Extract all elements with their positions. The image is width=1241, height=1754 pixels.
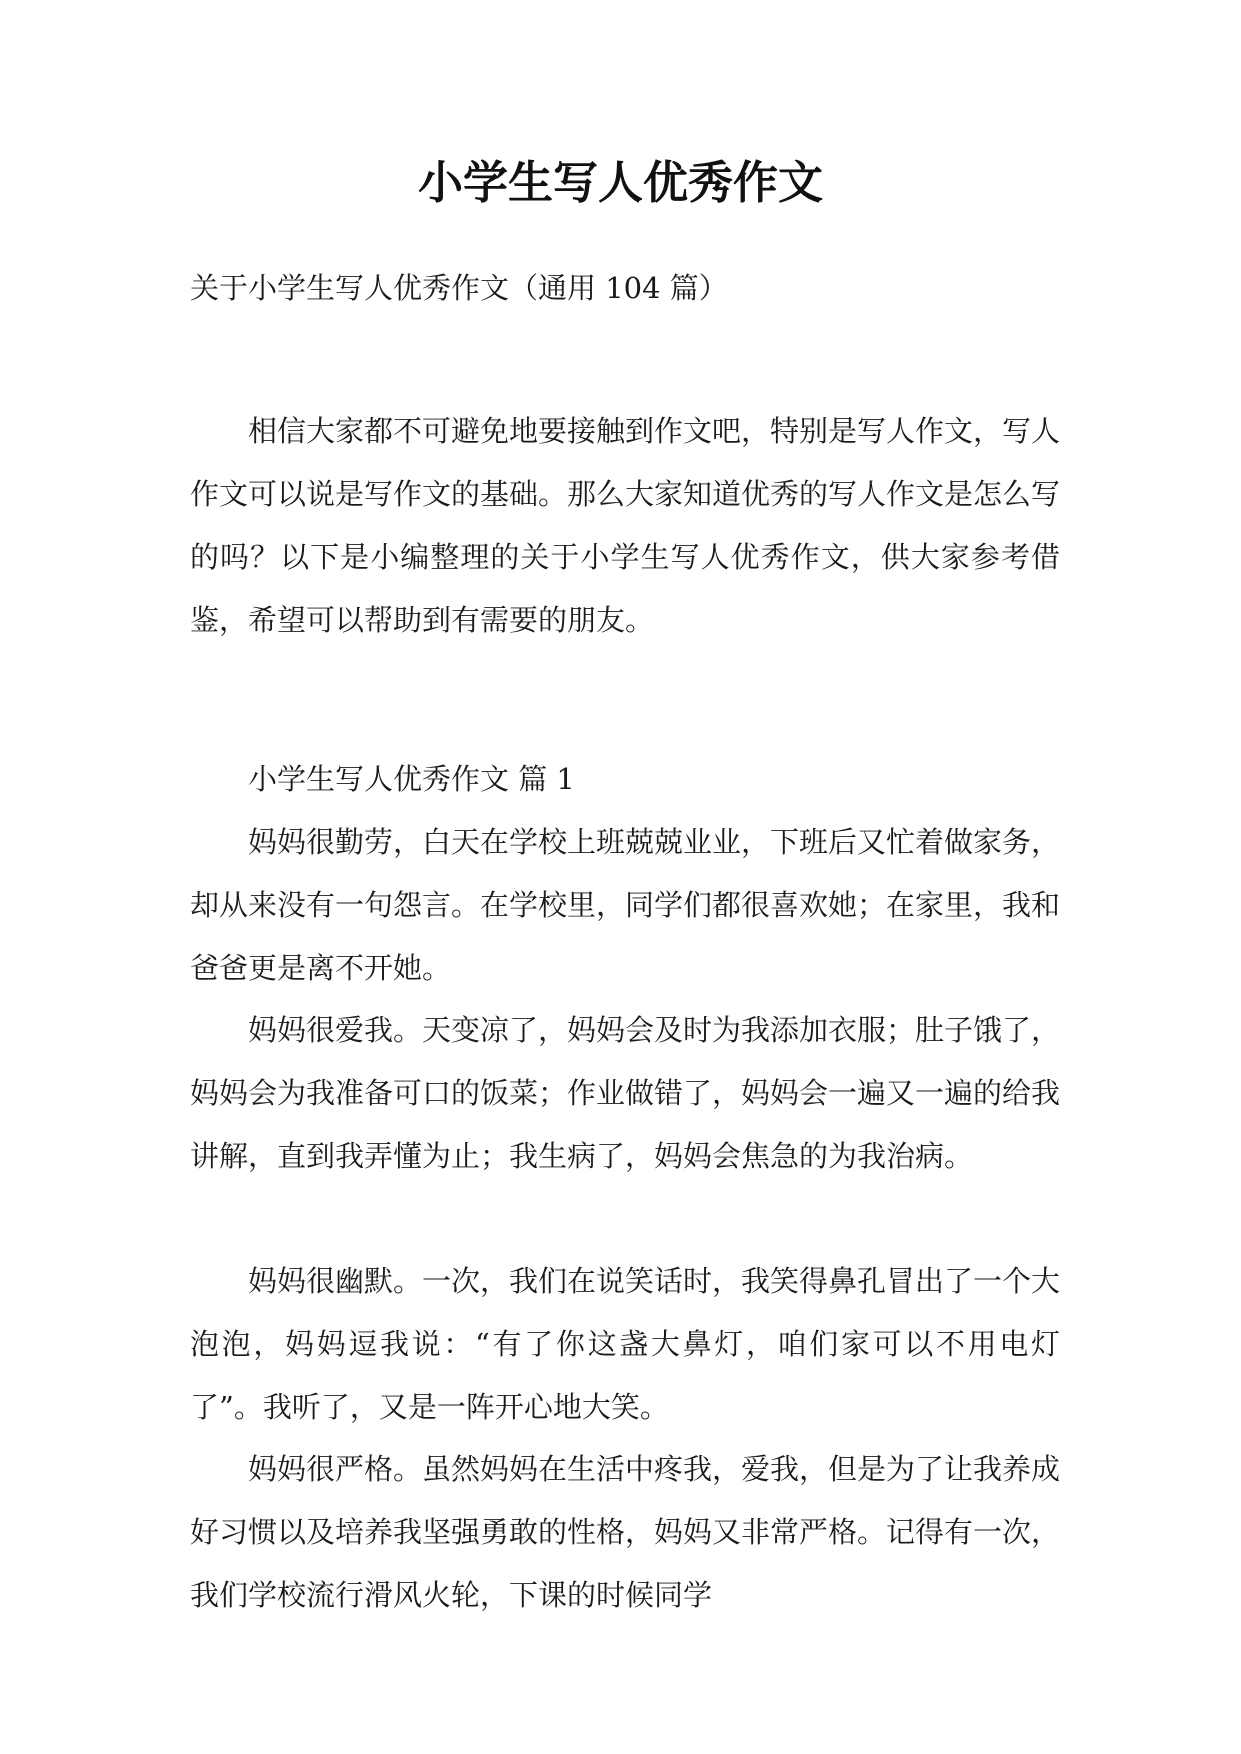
section-heading: 小学生写人优秀作文 篇 1: [248, 762, 575, 796]
document-title: 小学生写人优秀作文: [417, 156, 823, 209]
body-paragraph: 妈妈很勤劳，白天在学校上班兢兢业业，下班后又忙着做家务，却从来没有一句怨言。在学校里，同学们都很喜欢她；在家里，我和爸爸更是离不开她。: [190, 825, 1061, 985]
document-subtitle: 关于小学生写人优秀作文（通用 104 篇）: [190, 271, 728, 305]
body-paragraph: 妈妈很爱我。天变凉了，妈妈会及时为我添加衣服；肚子饿了，妈妈会为我准备可口的饭菜；作业做错了，妈妈会一遍又一遍的给我讲解，直到我弄懂为止；我生病了，妈妈会焦急的为我治病。: [190, 1013, 1061, 1173]
body-paragraph: 妈妈很幽默。一次，我们在说笑话时，我笑得鼻孔冒出了一个大泡泡，妈妈逗我说：“有了你这盏大鼻灯，咱们家可以不用电灯了”。我听了，又是一阵开心地大笑。: [190, 1264, 1061, 1424]
body-paragraph: 妈妈很严格。虽然妈妈在生活中疼我，爱我，但是为了让我养成好习惯以及培养我坚强勇敢的性格，妈妈又非常严格。记得有一次，我们学校流行滑风火轮，下课的时候同学: [190, 1452, 1061, 1612]
intro-paragraph: 相信大家都不可避免地要接触到作文吧，特别是写人作文，写人作文可以说是写作文的基础。那么大家知道优秀的写人作文是怎么写的吗？以下是小编整理的关于小学生写人优秀作文，供大家参考借鉴，希望可以帮助到有需要的朋友。: [190, 414, 1061, 637]
